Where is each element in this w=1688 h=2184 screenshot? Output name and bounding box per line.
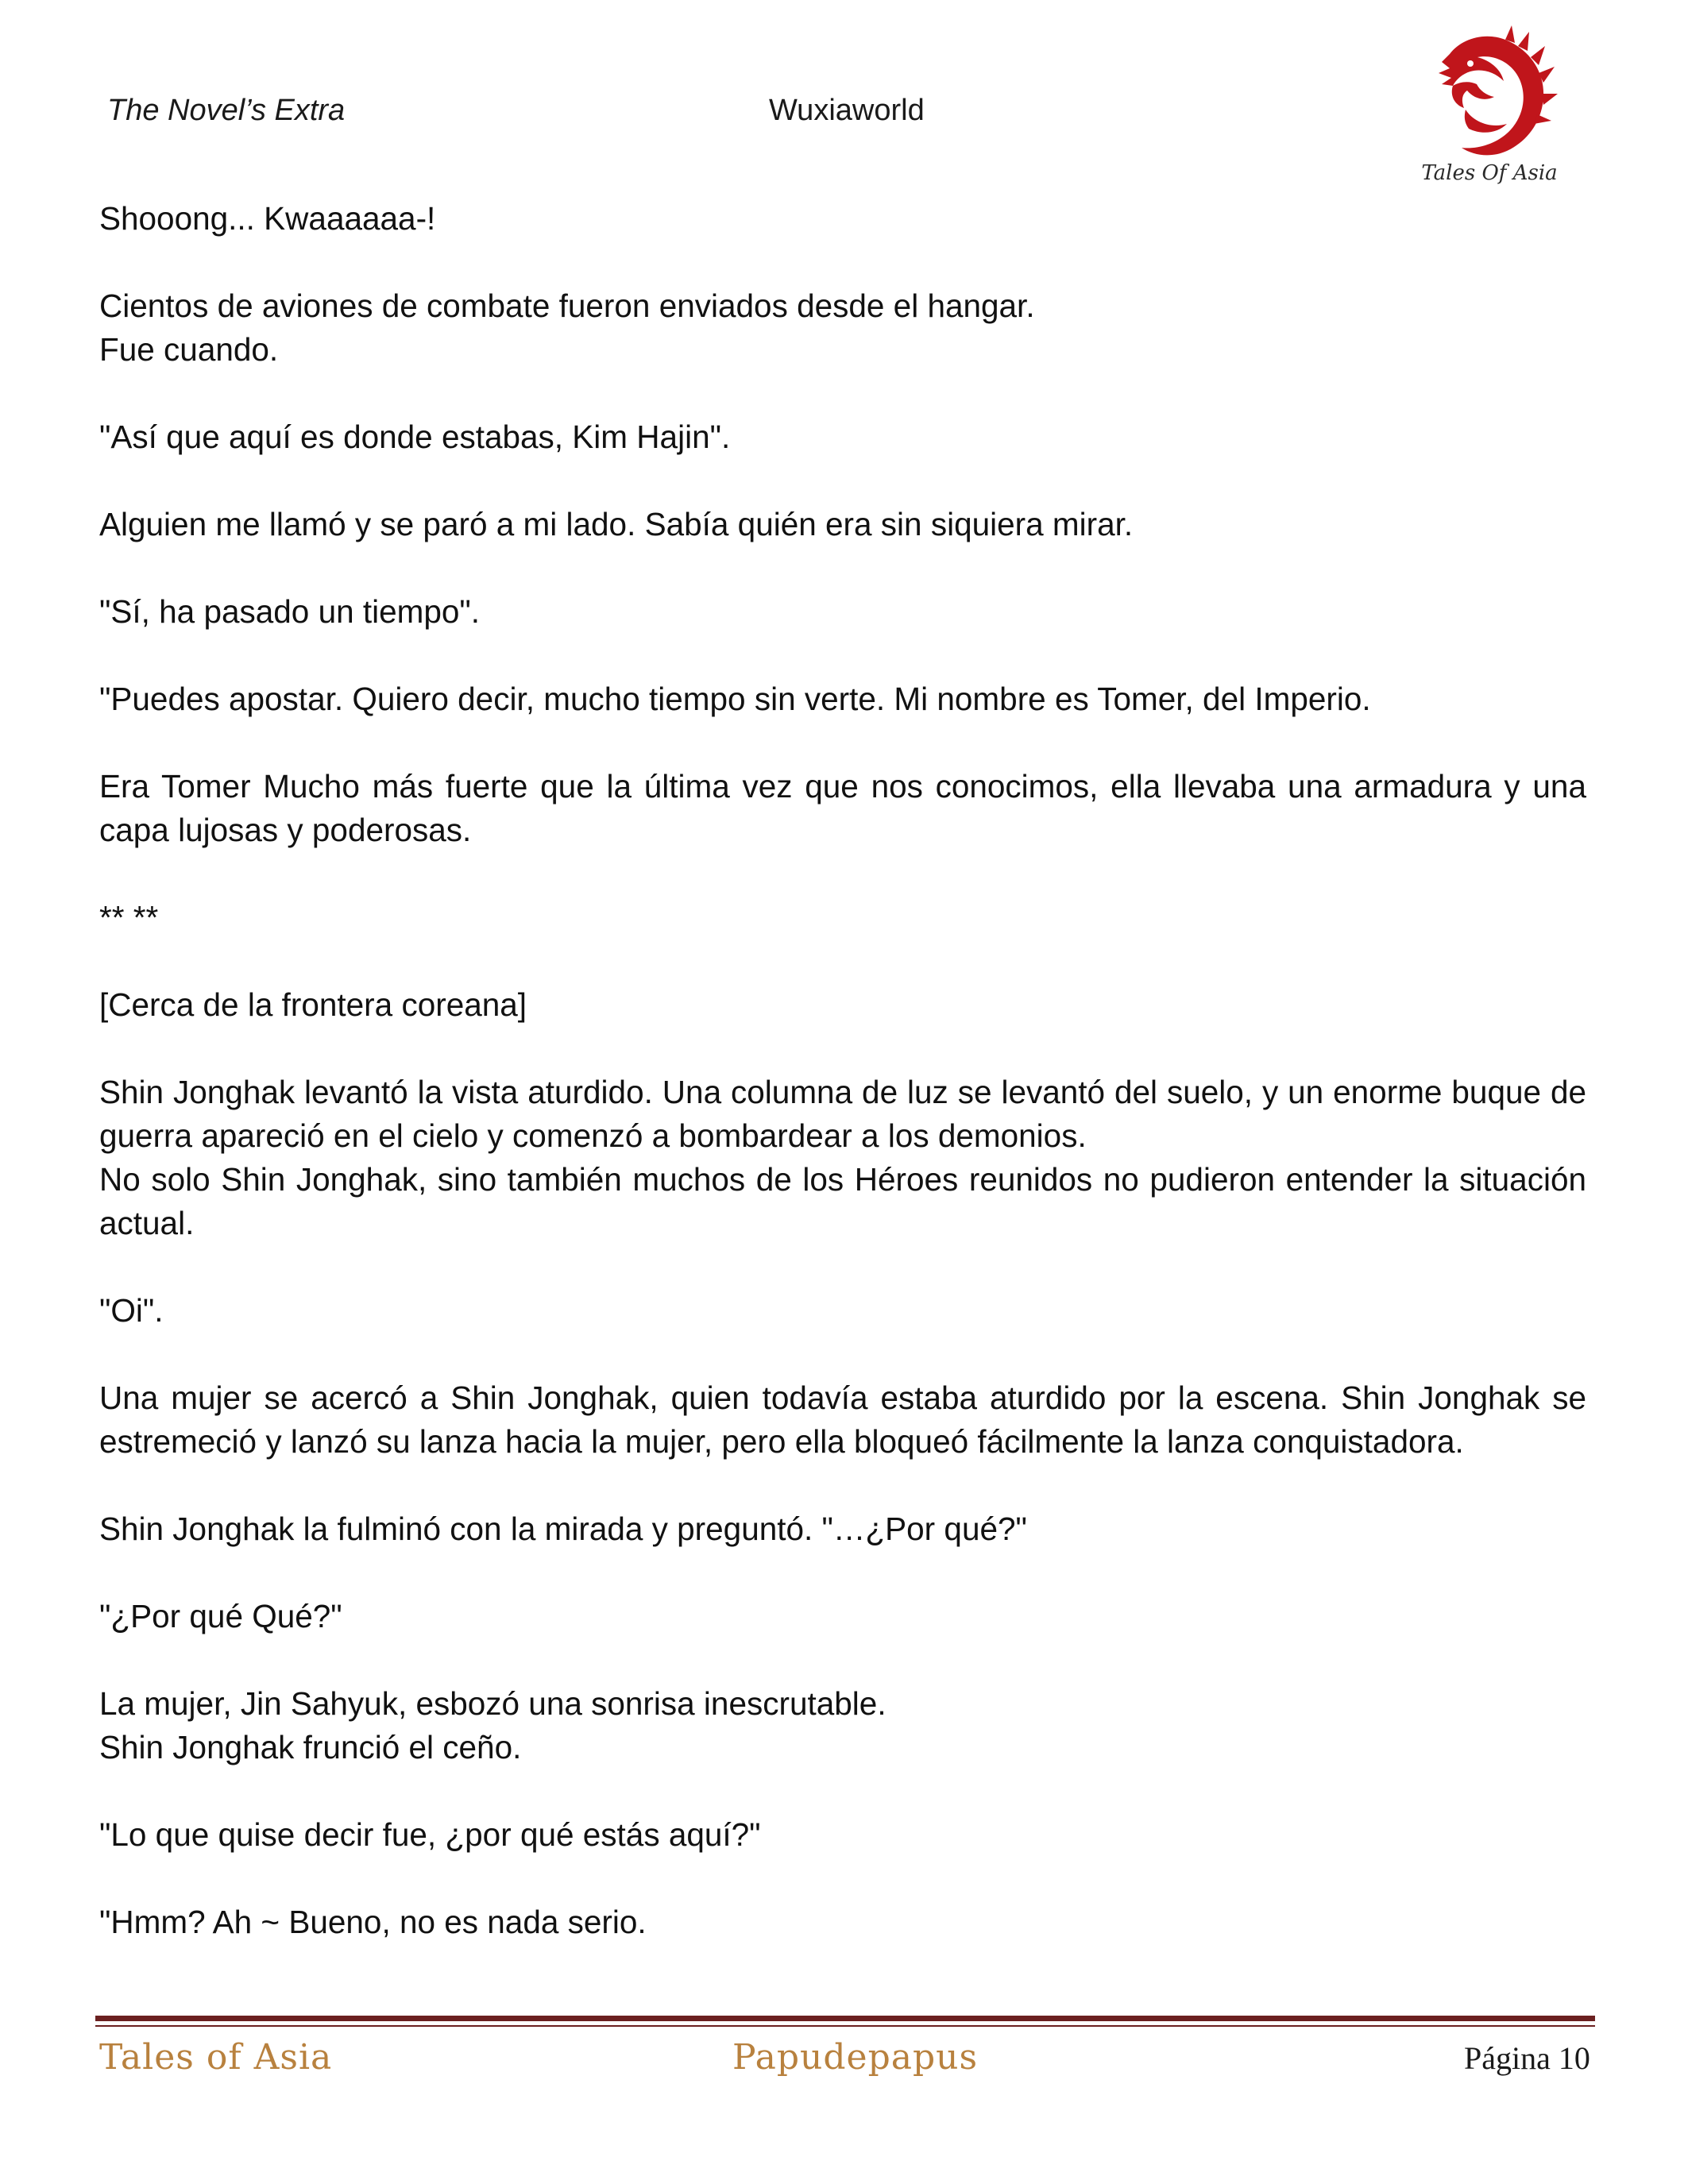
paragraph: Shin Jonghak la fulminó con la mirada y preguntó. "…¿Por qué?" xyxy=(99,1511,1027,1547)
paragraph: "Así que aquí es donde estabas, Kim Hajin". xyxy=(99,419,731,455)
footer-rule-thick xyxy=(95,2016,1595,2021)
paragraph: Una mujer se acercó a Shin Jonghak, quien todavía estaba aturdido por la escena. Shin Jonghak se estremeció y lanzó su lanza hacia la mujer, pero ella bloqueó fácilmente la lanza conquistadora. xyxy=(99,1379,1586,1460)
dragon-icon xyxy=(1439,25,1558,155)
paragraph: Shooong... Kwaaaaaa-! xyxy=(99,200,436,237)
logo-text: Tales Of Asia xyxy=(1421,161,1558,185)
footer-translator: Papudepapus xyxy=(732,2037,979,2078)
paragraph: [Cerca de la frontera coreana] xyxy=(99,986,527,1023)
paragraph: Shin Jonghak levantó la vista aturdido. Una columna de luz se levantó del suelo, y un enorme buque de guerra apareció en el cielo y comenzó a bombardear a los demonios. No solo Shin Jonghak, sino también muchos de los Héroes reunidos no pudieron entender la situación actual. xyxy=(99,1074,1586,1241)
page-number: Página 10 xyxy=(1464,2040,1590,2076)
paragraph: "Sí, ha pasado un tiempo". xyxy=(99,593,481,630)
paragraph: Era Tomer Mucho más fuerte que la última vez que nos conocimos, ella llevaba una armadura y una capa lujosas y poderosas. xyxy=(99,768,1586,848)
paragraph: ** ** xyxy=(99,899,159,936)
tales-of-asia-logo xyxy=(1418,22,1561,189)
paragraph: La mujer, Jin Sahyuk, esbozó una sonrisa inescrutable. Shin Jonghak frunció el ceño. xyxy=(99,1685,886,1765)
paragraph: "Hmm? Ah ~ Bueno, no es nada serio. xyxy=(99,1904,647,1940)
paragraph: "Lo que quise decir fue, ¿por qué estás aquí?" xyxy=(99,1816,761,1853)
paragraph: Alguien me llamó y se paró a mi lado. Sabía quién era sin siquiera mirar. xyxy=(99,506,1134,542)
header-title: The Novel’s Extra xyxy=(107,94,346,127)
paragraph: "Oi". xyxy=(99,1292,164,1329)
paragraph: "¿Por qué Qué?" xyxy=(99,1598,342,1634)
paragraph: "Puedes apostar. Quiero decir, mucho tiempo sin verte. Mi nombre es Tomer, del Imperio. xyxy=(99,681,1371,717)
document-body xyxy=(99,197,1586,1988)
footer-publisher: Tales of Asia xyxy=(99,2037,333,2078)
paragraph: Cientos de aviones de combate fueron enviados desde el hangar. Fue cuando. xyxy=(99,287,1035,368)
footer-rule-thin xyxy=(95,2025,1595,2027)
header-site: Wuxiaworld xyxy=(769,94,925,127)
